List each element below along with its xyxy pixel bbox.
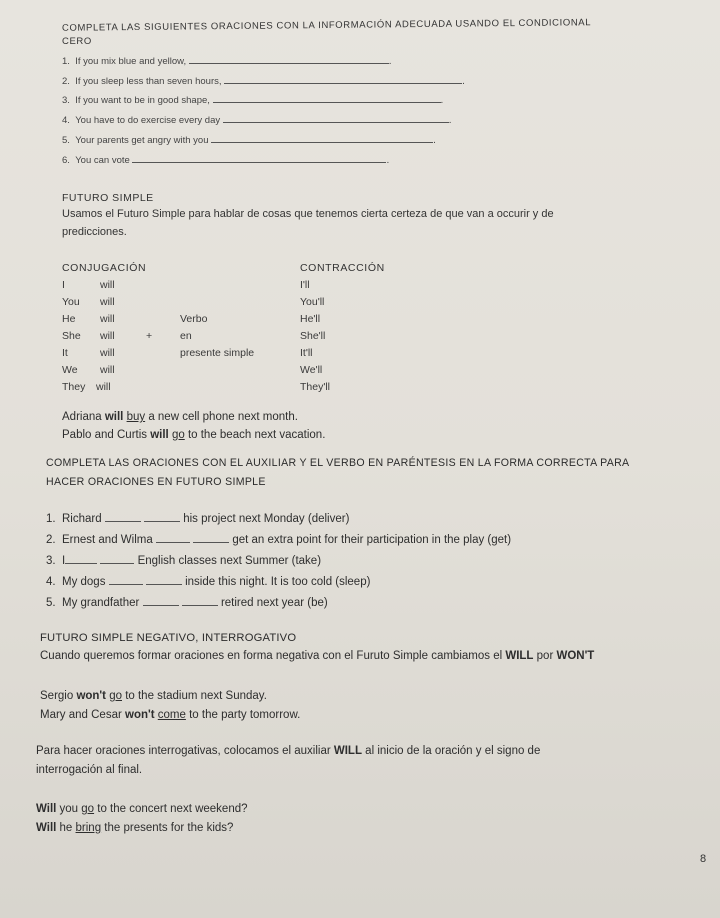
futuro-simple-desc-cont: predicciones. xyxy=(62,226,127,238)
verb-label: Verbo xyxy=(180,313,208,325)
futuro-simple-heading: FUTURO SIMPLE xyxy=(62,192,154,204)
pronoun: I xyxy=(62,279,65,291)
interrogative-desc: Para hacer oraciones interrogativas, colocamos el auxiliar WILL al inicio de la oración y el signo de xyxy=(36,745,541,757)
list-item: 4. My dogs inside this night. It is too cold (sleep) xyxy=(46,576,371,588)
item-number: 4. xyxy=(62,115,70,126)
pronoun: She xyxy=(62,330,81,342)
interrogative-desc-cont: interrogación al final. xyxy=(36,764,143,776)
verb-blank[interactable] xyxy=(193,533,229,543)
contraction: They'll xyxy=(300,381,331,393)
item-number: 3. xyxy=(62,95,70,106)
negativo-heading: FUTURO SIMPLE NEGATIVO, INTERROGATIVO xyxy=(40,632,297,644)
list-item: 5. My grandfather retired next year (be) xyxy=(46,597,328,609)
list-item: 3. If you want to be in good shape, . xyxy=(62,95,444,106)
item-text: If you mix blue and yellow, xyxy=(75,56,187,67)
answer-blank[interactable] xyxy=(189,54,389,64)
pronoun: It xyxy=(62,347,68,359)
verb-blank[interactable] xyxy=(100,554,134,564)
will-word: will xyxy=(100,313,115,325)
negativo-desc: Cuando queremos formar oraciones en forma negativa con el Furuto Simple cambiamos el WILL por WON'T xyxy=(40,650,595,662)
answer-blank[interactable] xyxy=(132,153,386,163)
item-number: 1. xyxy=(62,56,70,67)
auxiliary-blank[interactable] xyxy=(156,533,190,543)
verb-blank[interactable] xyxy=(146,575,182,585)
contraction: I'll xyxy=(300,279,310,291)
contraction-header: CONTRACCIÓN xyxy=(300,262,385,274)
negative-example: Mary and Cesar won't come to the party tomorrow. xyxy=(40,709,301,721)
item-text: Your parents get angry with you xyxy=(75,135,209,146)
item-text: You have to do exercise every day xyxy=(75,115,221,126)
item-number: 5. xyxy=(62,135,70,146)
negative-example: Sergio won't go to the stadium next Sunday. xyxy=(40,690,267,702)
section2-title-cont: HACER ORACIONES EN FUTURO SIMPLE xyxy=(46,476,266,488)
contraction: She'll xyxy=(300,330,326,342)
item-text: If you sleep less than seven hours, xyxy=(75,76,222,87)
auxiliary-blank[interactable] xyxy=(109,575,143,585)
section1-title-cont: CERO xyxy=(62,36,92,47)
pronoun: They xyxy=(62,381,86,393)
list-item: 2. If you sleep less than seven hours, . xyxy=(62,76,465,87)
will-word: will xyxy=(100,364,115,376)
auxiliary-blank[interactable] xyxy=(105,512,141,522)
list-item: 2. Ernest and Wilma get an extra point for their participation in the play (get) xyxy=(46,534,512,546)
answer-blank[interactable] xyxy=(224,74,462,84)
item-text: You can vote xyxy=(75,155,130,166)
will-word: will xyxy=(100,330,115,342)
answer-blank[interactable] xyxy=(223,113,449,123)
answer-blank[interactable] xyxy=(213,93,441,103)
auxiliary-blank[interactable] xyxy=(143,596,179,606)
verb-blank[interactable] xyxy=(182,596,218,606)
item-text: If you want to be in good shape, xyxy=(75,95,210,106)
list-item: 3. I English classes next Summer (take) xyxy=(46,555,322,567)
pronoun: You xyxy=(62,296,80,308)
futuro-simple-desc: Usamos el Futuro Simple para hablar de cosas que tenemos cierta certeza de que van a occurir y de xyxy=(62,208,554,220)
will-word: will xyxy=(100,296,115,308)
verb-blank[interactable] xyxy=(144,512,180,522)
contraction: It'll xyxy=(300,347,313,359)
will-word: will xyxy=(100,347,115,359)
verb-label: en xyxy=(180,330,192,342)
list-item: 4. You have to do exercise every day . xyxy=(62,115,452,126)
section1-title: COMPLETA LAS SIGUIENTES ORACIONES CON LA INFORMACIÓN ADECUADA USANDO EL CONDICIONAL xyxy=(61,17,592,34)
verb-label: presente simple xyxy=(180,347,255,359)
question-example: Will he bring the presents for the kids? xyxy=(36,822,234,834)
conjugation-header: CONJUGACIÓN xyxy=(62,262,147,274)
item-number: 2. xyxy=(62,76,70,87)
list-item: 6. You can vote . xyxy=(62,155,390,166)
contraction: You'll xyxy=(300,296,325,308)
answer-blank[interactable] xyxy=(211,133,433,143)
example-sentence: Adriana will buy a new cell phone next month. xyxy=(62,411,298,423)
auxiliary-blank[interactable] xyxy=(65,554,97,564)
will-word: will xyxy=(96,381,111,393)
pronoun: We xyxy=(62,364,78,376)
contraction: He'll xyxy=(300,313,321,325)
item-number: 6. xyxy=(62,155,70,166)
pronoun: He xyxy=(62,313,76,325)
list-item: 1. If you mix blue and yellow, . xyxy=(62,56,392,67)
plus-sign: + xyxy=(146,330,153,342)
page-number: 8 xyxy=(700,853,707,865)
section2-title: COMPLETA LAS ORACIONES CON EL AUXILIAR Y EL VERBO EN PARÉNTESIS EN LA FORMA CORRECTA PARA xyxy=(46,457,630,469)
will-word: will xyxy=(100,279,115,291)
list-item: 5. Your parents get angry with you . xyxy=(62,135,436,146)
list-item: 1. Richard his project next Monday (deliver) xyxy=(46,513,350,525)
question-example: Will you go to the concert next weekend? xyxy=(36,803,248,815)
example-sentence: Pablo and Curtis will go to the beach next vacation. xyxy=(62,429,326,441)
contraction: We'll xyxy=(300,364,323,376)
